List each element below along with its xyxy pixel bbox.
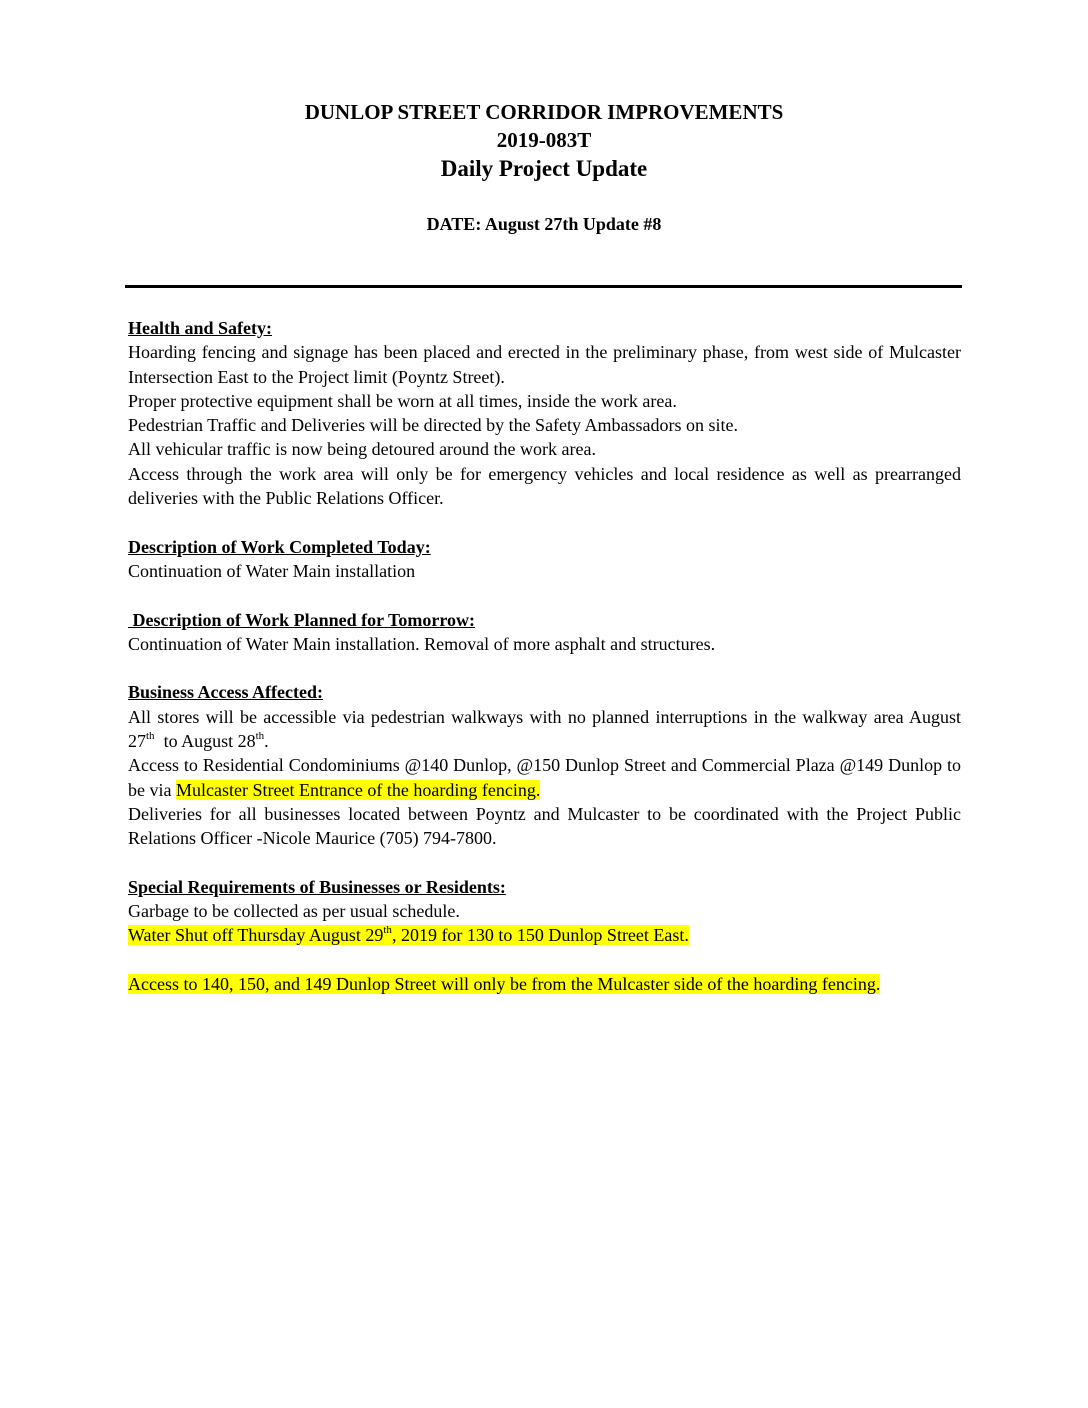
section-health-safety	[128, 316, 961, 510]
text-run: Access to Residential Condominiums @140 Dunlop, @150 Dunlop Street and Commercial Plaza @149 Dunlop to be via	[128, 755, 961, 800]
superscript: th	[383, 924, 392, 937]
document-body	[128, 316, 961, 1021]
section-work-completed	[128, 535, 961, 584]
horizontal-rule	[125, 285, 962, 288]
paragraph: Hoarding fencing and signage has been placed and erected in the preliminary phase, from west side of Mulcaster Intersection East to the Project limit (Poyntz Street).	[128, 342, 961, 387]
project-number: 2019-083T	[496, 128, 592, 152]
paragraph	[128, 972, 961, 996]
highlighted-text	[128, 925, 689, 945]
paragraph: Proper protective equipment shall be worn at all times, inside the work area.	[128, 390, 677, 411]
section-heading: Description of Work Completed Today:	[128, 536, 431, 557]
document-title: DUNLOP STREET CORRIDOR IMPROVEMENTS	[304, 100, 784, 124]
text-run: .	[264, 731, 269, 752]
highlighted-text: Access to 140, 150, and 149 Dunlop Street will only be from the Mulcaster side of the hoarding fencing.	[128, 974, 881, 995]
highlighted-text: Mulcaster Street Entrance of the hoarding fencing.	[175, 779, 541, 800]
section-heading: Business Access Affected:	[128, 682, 323, 703]
text-run: Water Shut off Thursday August 29	[128, 925, 384, 946]
section-heading: Health and Safety:	[128, 318, 272, 338]
text-run: All stores will be accessible via pedestrian walkways with no planned interruptions in the walkway area August 27	[128, 706, 961, 752]
paragraph: Continuation of Water Main installation	[128, 560, 416, 581]
superscript: th	[255, 730, 265, 743]
paragraph	[128, 705, 961, 754]
date-line: DATE: August 27th Update #8	[426, 214, 662, 234]
paragraph: Deliveries for all businesses located between Poyntz and Mulcaster to be coordinated with the Project Public Relations Officer -Nicole Maurice (705) 794-7800.	[128, 803, 961, 849]
section-work-planned	[128, 608, 961, 657]
paragraph: Continuation of Water Main installation. Removal of more asphalt and structures.	[128, 633, 716, 654]
section-heading: Description of Work Planned for Tomorrow:	[128, 609, 476, 630]
text-run: , 2019 for 130 to 150 Dunlop Street East.	[391, 925, 689, 946]
paragraph	[128, 923, 961, 947]
paragraph: Access through the work area will only be for emergency vehicles and local residence as well as prearranged deliveries with the Public Relations Officer.	[128, 463, 961, 509]
paragraph: Garbage to be collected as per usual schedule.	[128, 901, 460, 922]
title-block	[0, 98, 1088, 184]
superscript: th	[146, 730, 155, 743]
text-run: to August 28	[154, 731, 256, 752]
paragraph: All vehicular traffic is now being detoured around the work area.	[128, 439, 596, 460]
section-business-access	[128, 680, 961, 850]
document-subtitle: Daily Project Update	[440, 156, 648, 181]
section-heading: Special Requirements of Businesses or Residents:	[128, 876, 506, 897]
paragraph: Pedestrian Traffic and Deliveries will be directed by the Safety Ambassadors on site.	[128, 415, 739, 436]
paragraph	[128, 753, 961, 802]
section-special-requirements	[128, 875, 961, 996]
